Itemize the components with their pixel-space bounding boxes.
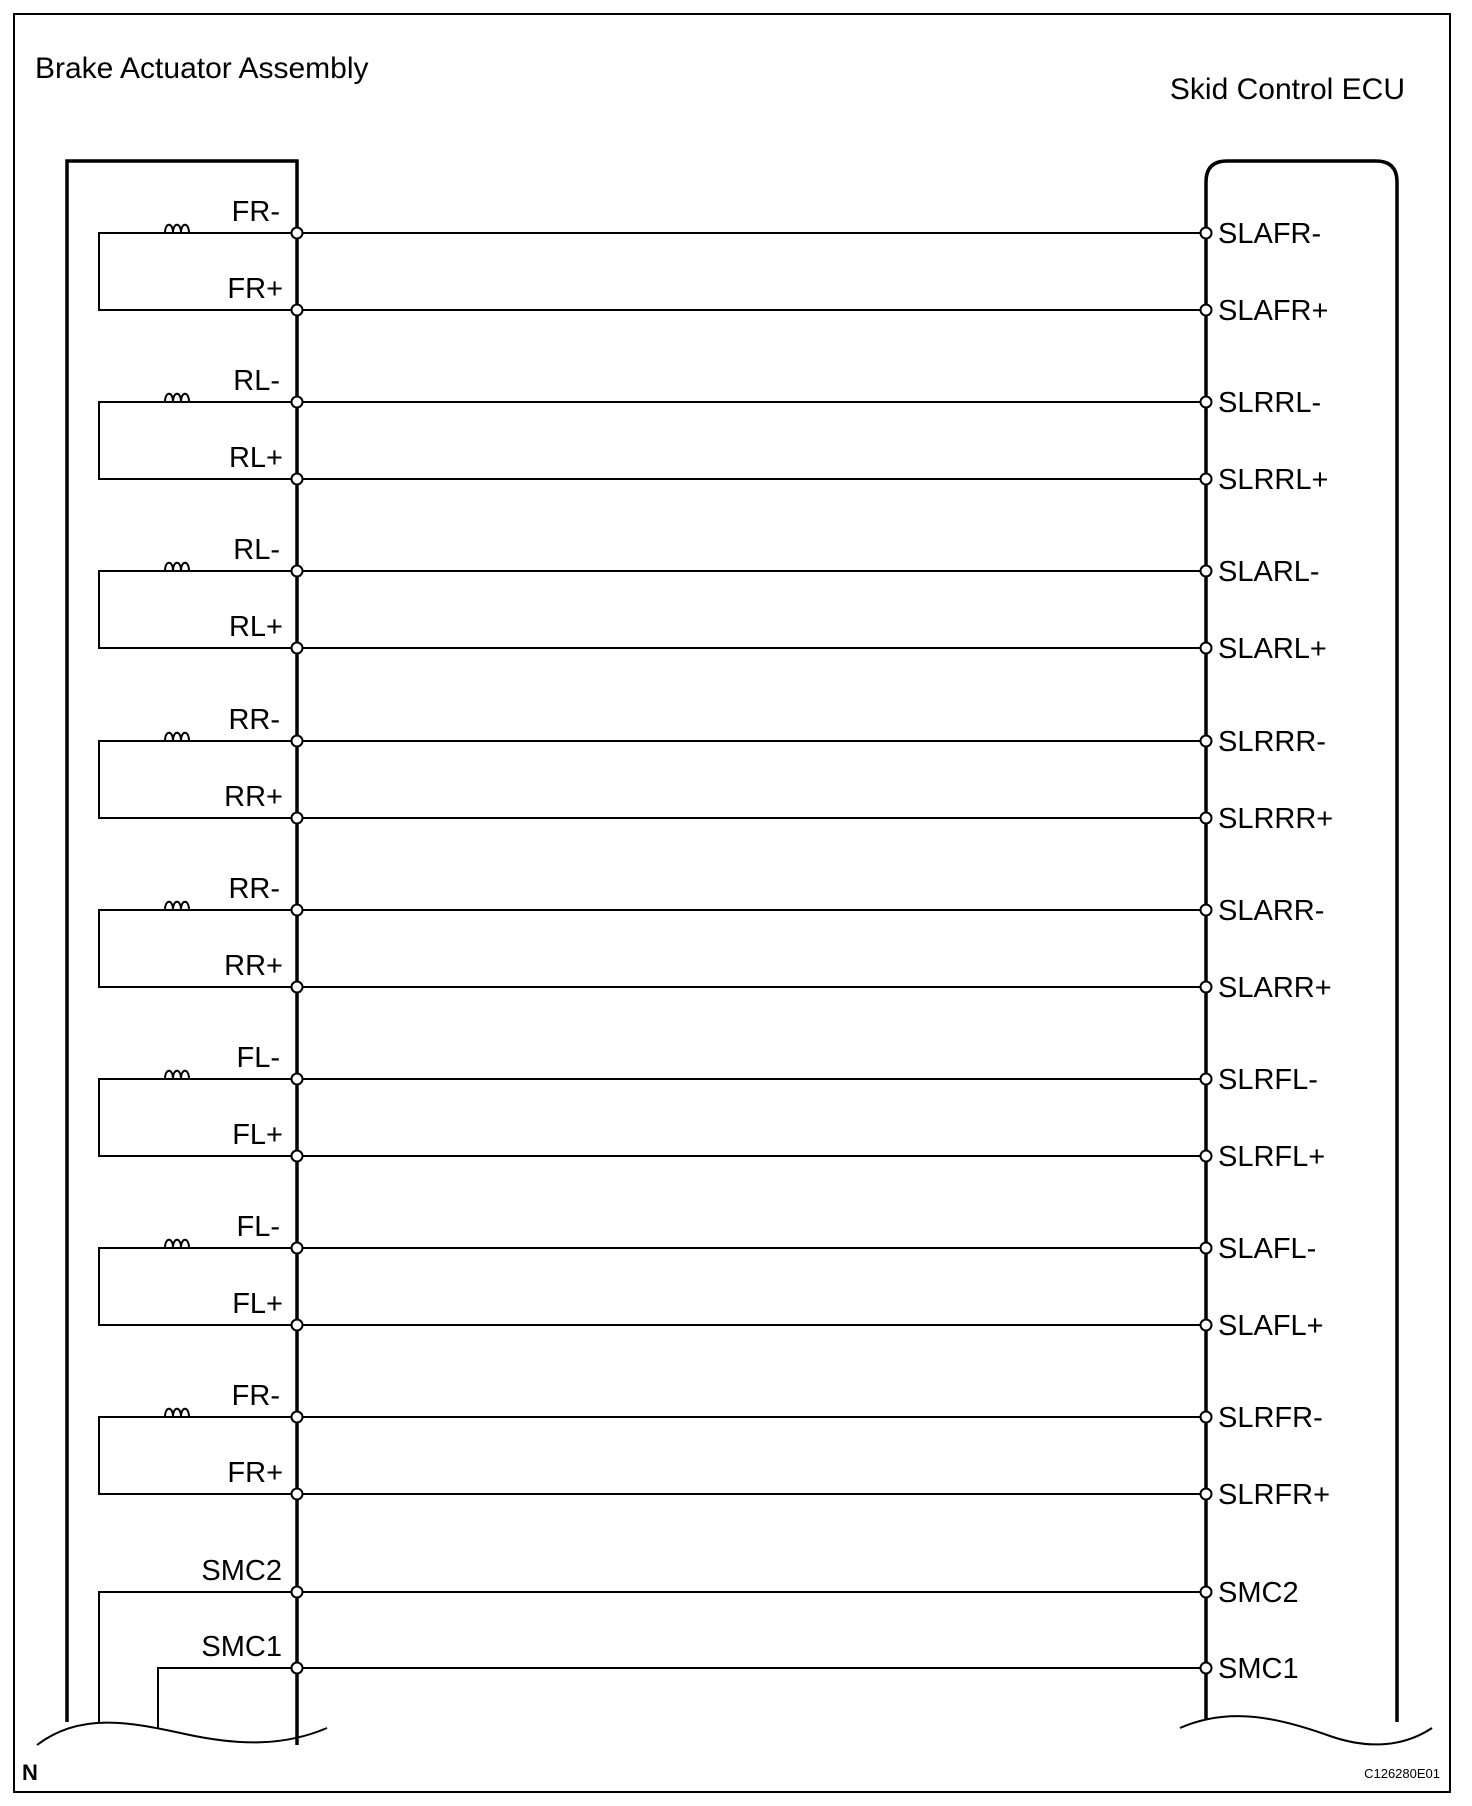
terminal-left (292, 228, 303, 239)
terminal-label-left: SMC1 (201, 1631, 282, 1663)
terminal-left (292, 982, 303, 993)
terminal-label-left: RR- (228, 704, 280, 736)
terminal-label-left: RR+ (224, 781, 283, 813)
coil-icon (161, 1240, 193, 1248)
actuator-title: Brake Actuator Assembly (35, 52, 369, 85)
terminal-left (292, 474, 303, 485)
terminal-label-left: FR- (231, 1380, 280, 1412)
terminal-left (292, 566, 303, 577)
terminal-label-left: FR+ (227, 273, 283, 305)
terminal-label-right: SLARL- (1218, 556, 1320, 588)
terminal-left (292, 643, 303, 654)
terminal-label-right: SMC2 (1218, 1577, 1299, 1609)
terminal-left (292, 1151, 303, 1162)
terminal-right (1201, 982, 1212, 993)
terminal-right (1201, 1663, 1212, 1674)
terminal-label-right: SLAFR+ (1218, 295, 1329, 327)
terminal-right (1201, 1320, 1212, 1331)
terminal-left (292, 1412, 303, 1423)
terminal-label-left: RR- (228, 873, 280, 905)
terminal-label-right: SLARR+ (1218, 972, 1332, 1004)
circuit-lines (99, 196, 1333, 1728)
terminal-label-left: FL+ (232, 1119, 283, 1151)
terminal-right (1201, 474, 1212, 485)
ecu-break-edge (1180, 1716, 1432, 1744)
actuator-break-edge (37, 1723, 327, 1745)
terminal-label-left: FL- (236, 1042, 280, 1074)
terminal-label-left: SMC2 (201, 1555, 282, 1587)
terminal-right (1201, 1489, 1212, 1500)
terminal-right (1201, 566, 1212, 577)
terminal-left (292, 305, 303, 316)
ecu-title: Skid Control ECU (1169, 73, 1405, 106)
terminal-label-right: SLRFL- (1218, 1064, 1318, 1096)
coil-icon (161, 1409, 193, 1417)
terminal-label-left: FL+ (232, 1288, 283, 1320)
coil-icon (161, 733, 193, 741)
terminal-right (1201, 228, 1212, 239)
terminal-label-right: SLRFL+ (1218, 1141, 1326, 1173)
terminal-left (292, 1243, 303, 1254)
terminal-right (1201, 1243, 1212, 1254)
terminal-right (1201, 905, 1212, 916)
terminal-left (292, 1663, 303, 1674)
corner-mark: N (22, 1760, 38, 1785)
terminal-right (1201, 1151, 1212, 1162)
coil-icon (161, 225, 193, 233)
coil-icon (161, 1071, 193, 1079)
terminal-label-left: RL- (233, 534, 280, 566)
terminal-right (1201, 1074, 1212, 1085)
terminal-label-right: SLRRR- (1218, 726, 1326, 758)
terminal-label-right: SLAFL+ (1218, 1310, 1324, 1342)
terminal-right (1201, 643, 1212, 654)
terminal-right (1201, 1412, 1212, 1423)
terminal-right (1201, 305, 1212, 316)
terminal-label-left: RL+ (228, 611, 283, 643)
terminal-right (1201, 736, 1212, 747)
terminal-label-right: SLRRL- (1218, 387, 1322, 419)
terminal-label-left: RL+ (228, 442, 283, 474)
terminal-label-right: SLRRL+ (1218, 464, 1329, 496)
terminal-label-left: FL- (236, 1211, 280, 1243)
terminal-right (1201, 397, 1212, 408)
terminal-label-right: SLAFL- (1218, 1233, 1317, 1265)
terminal-left (292, 397, 303, 408)
terminal-label-right: SLAFR- (1218, 218, 1322, 250)
terminal-left (292, 1074, 303, 1085)
terminal-label-left: RR+ (224, 950, 283, 982)
terminal-left (292, 1587, 303, 1598)
terminal-left (292, 813, 303, 824)
terminal-left (292, 905, 303, 916)
terminal-label-left: FR+ (227, 1457, 283, 1489)
terminal-right (1201, 1587, 1212, 1598)
smc-ground-wire (158, 1668, 297, 1728)
terminal-label-right: SMC1 (1218, 1653, 1299, 1685)
figure-code: C126280E01 (1364, 1766, 1440, 1781)
terminal-left (292, 1320, 303, 1331)
terminal-label-left: FR- (231, 196, 280, 228)
coil-icon (161, 563, 193, 571)
terminal-left (292, 1489, 303, 1500)
terminal-label-right: SLRRR+ (1218, 803, 1334, 835)
terminal-label-right: SLARL+ (1218, 633, 1327, 665)
coil-icon (161, 394, 193, 402)
coil-icon (161, 902, 193, 910)
terminal-label-right: SLARR- (1218, 895, 1325, 927)
terminal-label-left: RL- (233, 365, 280, 397)
terminal-label-right: SLRFR+ (1218, 1479, 1331, 1511)
terminal-left (292, 736, 303, 747)
terminal-right (1201, 813, 1212, 824)
terminal-label-right: SLRFR- (1218, 1402, 1323, 1434)
